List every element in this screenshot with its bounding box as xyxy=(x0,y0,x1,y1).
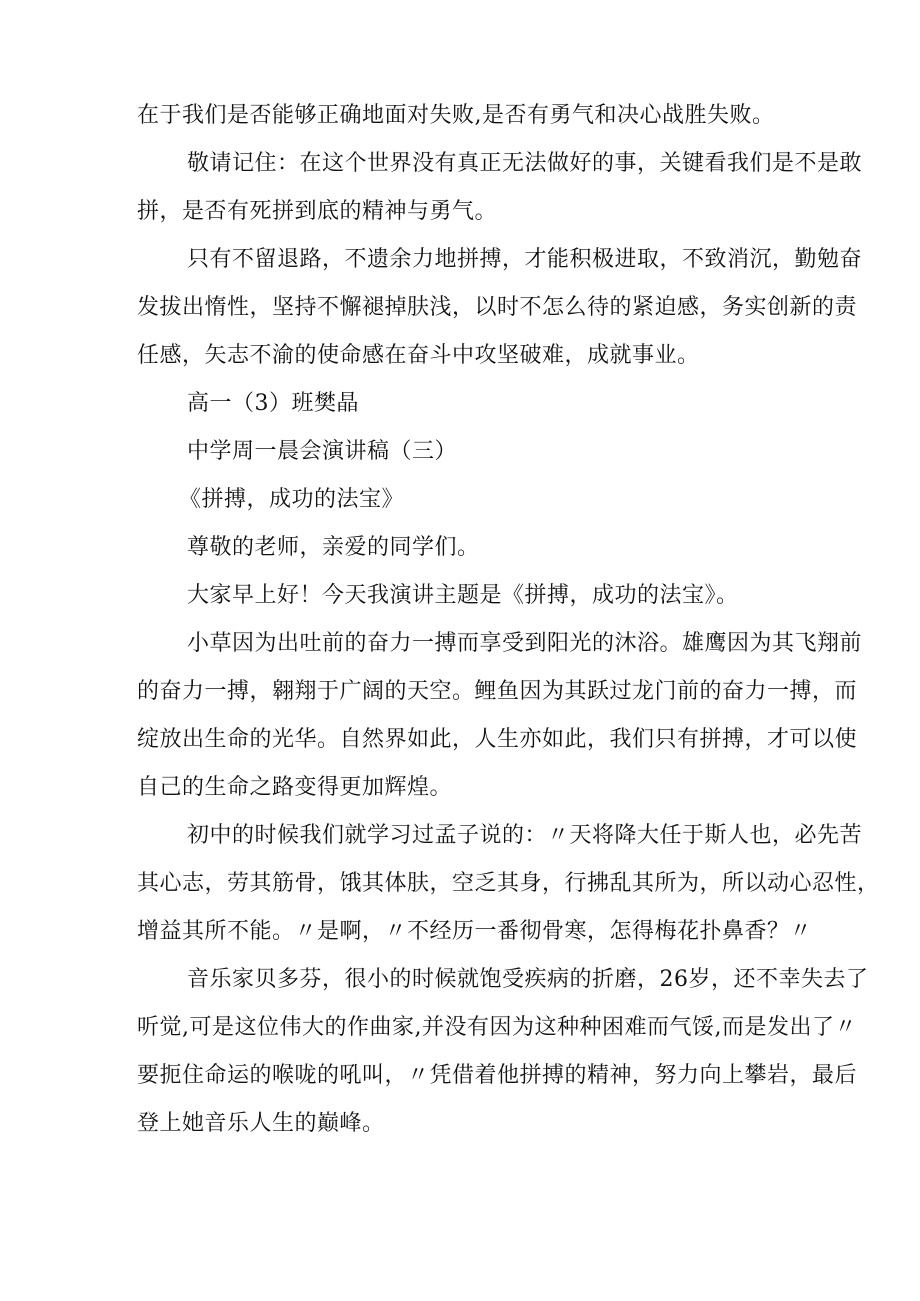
text-line: 绽放出生命的光华。自然界如此，人生亦如此，我们只有拼搏，才可以使 xyxy=(137,727,858,752)
signature-line: 高一（3）班樊晶 xyxy=(187,391,359,416)
text-line: 增益其所不能。〃是啊，〃不经历一番彻骨寒，怎得梅花扑鼻香？〃 xyxy=(137,919,813,944)
text-line: 要扼住命运的喉咙的吼叫，〃凭借着他拼搏的精神，努力向上攀岩，最后 xyxy=(137,1063,858,1088)
text-line: 登上她音乐人生的巅峰。 xyxy=(137,1111,385,1136)
section-title: 中学周一晨会演讲稿（三） xyxy=(187,439,458,464)
text-line: 听觉,可是这位伟大的作曲家,并没有因为这种种困难而气馁,而是发出了〃 xyxy=(137,1015,857,1040)
greeting-line: 尊敬的老师，亲爱的同学们。 xyxy=(187,535,480,560)
text-line: 任感，矢志不渝的使命感在奋斗中攻坚破难，成就事业。 xyxy=(137,343,700,368)
text-line: 小草因为出吐前的奋力一搏而享受到阳光的沐浴。雄鹰因为其飞翔前 xyxy=(187,631,863,656)
text-line: 在于我们是否能够正确地面对失败,是否有勇气和决心战胜失败。 xyxy=(137,103,775,128)
text-line: 初中的时候我们就学习过孟子说的：〃天将降大任于斯人也，必先苦 xyxy=(187,823,863,848)
text-line: 其心志，劳其筋骨，饿其体肤，空乏其身，行拂乱其所为，所以动心忍性， xyxy=(137,871,880,896)
text-line: 的奋力一搏，翱翔于广阔的天空。鲤鱼因为其跃过龙门前的奋力一搏，而 xyxy=(137,679,858,704)
text-line: 发拔出惰性，坚持不懈褪掉肤浅，以时不怎么待的紧迫感，务实创新的责 xyxy=(137,295,858,320)
text-line: 拼，是否有死拼到底的精神与勇气。 xyxy=(137,199,498,224)
text-line: 音乐家贝多芬，很小的时候就饱受疾病的折磨，26岁，还不幸失去了 xyxy=(187,967,869,992)
text-line: 只有不留退路，不遗余力地拼搏，才能积极进取，不致消沉，勤勉奋 xyxy=(187,247,863,272)
text-line: 大家早上好！今天我演讲主题是《拼搏，成功的法宝》。 xyxy=(187,583,739,608)
text-line: 自己的生命之路变得更加辉煌。 xyxy=(137,775,453,800)
text-line: 敬请记住：在这个世界没有真正无法做好的事，关键看我们是不是敢 xyxy=(187,151,863,176)
speech-title: 《拼搏，成功的法宝》 xyxy=(179,487,405,512)
